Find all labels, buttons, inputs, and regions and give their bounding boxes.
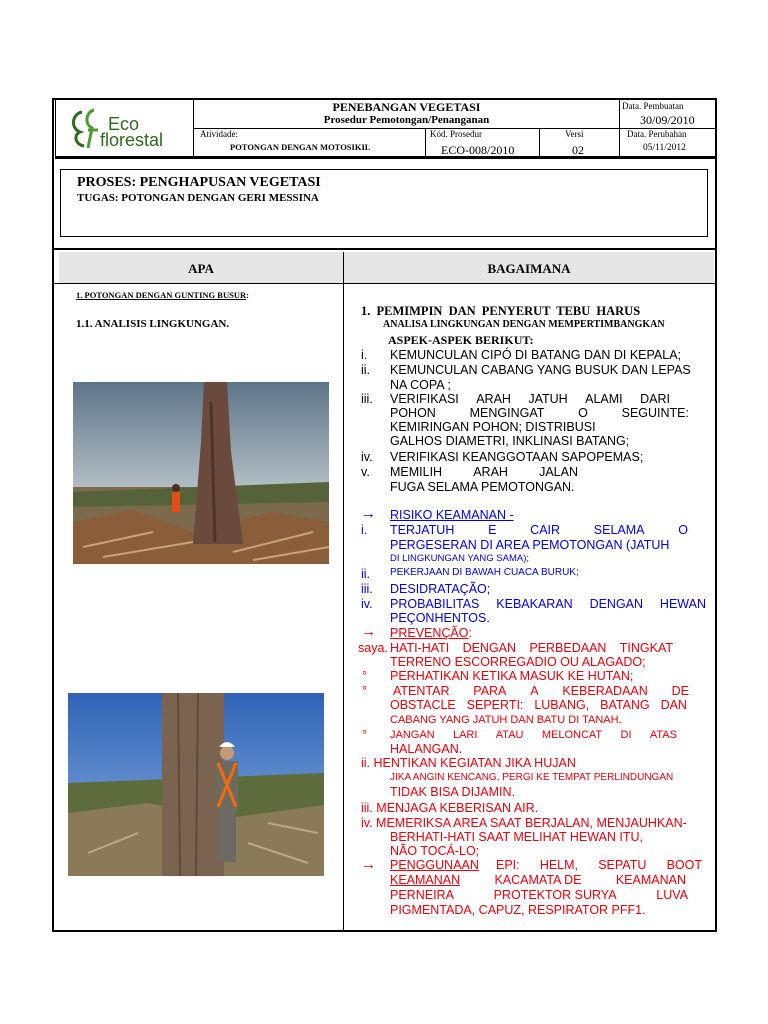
prevention-4-bullet: °	[362, 728, 367, 742]
photo-tree-stump	[73, 382, 329, 564]
code-value: ECO-008/2010	[441, 143, 515, 157]
process-title: PROSES: PENGHAPUSAN VEGETASI	[77, 175, 321, 190]
risk-i-text: TERJATUH E CAIR SELAMA O	[390, 523, 688, 537]
risk-iii-text: DESIDRATAÇÃO;	[390, 582, 491, 596]
risk-ii-text: PEKERJAAN DI BAWAH CUACA BURUK;	[390, 567, 579, 578]
risk-i-text-b: PERGESERAN DI AREA PEMOTONGAN (JATUH	[390, 538, 670, 552]
aspect-ii-number: ii.	[361, 363, 371, 377]
aspect-ii-text-cont: NA COPA ;	[390, 378, 451, 392]
section-heading: 1. POTONGAN DENGAN GUNTING BUSUR:	[76, 290, 249, 300]
photo-worker-tree	[68, 693, 324, 876]
subsection-heading: 1.1. ANALISIS LINGKUNGAN.	[76, 318, 230, 330]
risk-iii-number: iii.	[361, 582, 373, 596]
logo-text-florestal: florestal	[100, 130, 164, 150]
logo-text-eco: Eco	[108, 114, 140, 134]
prevention-7-text-b: BERHATI-HATI SAAT MELIHAT HEWAN ITU,	[390, 830, 644, 844]
epi-text: EPI: HELM, SEPATU BOOT	[496, 858, 702, 872]
epi-text-b: KEAMANAN KACAMATA DE KEAMANAN	[390, 873, 686, 887]
code-label: Kód. Prosedur	[430, 129, 482, 139]
column-apa: APA	[188, 261, 214, 276]
prevention-4-text-cont: HALANGAN.	[390, 742, 463, 756]
aspect-v-text-cont: FUGA SELAMA PEMOTONGAN.	[390, 480, 575, 494]
risk-title: RISIKO KEAMANAN -	[390, 508, 514, 522]
prevention-title: PREVENÇÃO:	[390, 626, 472, 640]
risk-iv-number: iv.	[361, 597, 373, 611]
creation-date: 30/09/2010	[640, 113, 695, 127]
prevention-7-text-c: NÃO TOCÁ-LO;	[390, 844, 480, 858]
epi-text-c: PERNEIRA PROTEKTOR SURYA LUVA	[390, 888, 688, 902]
aspect-iii-text-b: POHON MENGINGAT O SEGUINTE:	[390, 406, 689, 420]
prevention-arrow-icon: →	[361, 623, 376, 640]
prevention-3-text: ATENTAR PARA A KEBERADAAN DE	[393, 684, 689, 698]
column-bagaimana: BAGAIMANA	[487, 261, 571, 276]
activity-label: Atividade:	[200, 129, 238, 139]
prevention-1-number: saya.	[358, 641, 388, 655]
aspect-ii-text: KEMUNCULAN CABANG YANG BUSUK DAN LEPAS	[390, 363, 691, 377]
step-1-line3: ASPEK-ASPEK BERIKUT:	[388, 333, 534, 347]
prevention-4-text: JANGAN LARI ATAU MELONCAT DI ATAS	[390, 729, 677, 741]
doc-title: PENEBANGAN VEGETASI	[332, 100, 481, 114]
change-date: 05/11/2012	[643, 143, 686, 153]
prevention-3-text-c: CABANG YANG JATUH DAN BATU DI TANAH.	[390, 714, 622, 726]
epi-text-d: PIGMENTADA, CAPUZ, RESPIRATOR PFF1.	[390, 903, 646, 917]
risk-arrow-icon: →	[361, 505, 376, 522]
risk-i-text-c: DI LINGKUNGAN YANG SAMA);	[390, 553, 530, 564]
epi-arrow-icon: →	[361, 856, 376, 873]
prevention-6-text: iii. MENJAGA KEBERISAN AIR.	[361, 801, 539, 815]
doc-subtitle: Prosedur Pemotongan/Penanganan	[323, 114, 490, 126]
aspect-iii-text-c: KEMIRINGAN POHON; DISTRIBUSI	[390, 420, 596, 434]
aspect-i-text: KEMUNCULAN CIPÓ DI BATANG DAN DI KEPALA;	[390, 348, 682, 362]
step-1-line1: 1. PEMIMPIN DAN PENYERUT TEBU HARUS	[361, 304, 641, 318]
aspect-v-number: v.	[361, 465, 370, 479]
risk-iv-text-cont: PEÇONHENTOS.	[390, 611, 490, 625]
version-value: 02	[572, 143, 584, 157]
version-label: Versi	[565, 129, 584, 139]
prevention-5-text: ii. HENTIKAN KEGIATAN JIKA HUJAN	[361, 756, 576, 770]
aspect-iv-text: VERIFIKASI KEANGGOTAAN SAPOPEMAS;	[390, 450, 644, 464]
prevention-5-text-b: JIKA ANGIN KENCANG, PERGI KE TEMPAT PERLINDUNGAN	[390, 772, 674, 783]
aspect-iii-text-d: GALHOS DIAMETRI, INKLINASI BATANG;	[390, 434, 630, 448]
prevention-2-bullet: °	[362, 669, 367, 683]
prevention-7-text: iv. MEMERIKSA AREA SAAT BERJALAN, MENJAUHKAN-	[361, 816, 687, 830]
aspect-iv-number: iv.	[361, 450, 373, 464]
risk-iv-text: PROBABILITAS KEBAKARAN DENGAN HEWAN	[390, 597, 706, 611]
aspect-i-number: i.	[361, 348, 368, 362]
prevention-3-text-b: OBSTACLE SEPERTI: LUBANG, BATANG DAN	[390, 698, 687, 712]
aspect-v-text: MEMILIH ARAH JALAN	[390, 465, 578, 479]
change-label: Data. Perubahan	[627, 129, 687, 139]
risk-i-number: i.	[361, 523, 368, 537]
activity-value: POTONGAN DENGAN MOTOSIKIL	[230, 142, 371, 152]
epi-title: PENGGUNAAN	[390, 858, 479, 872]
prevention-5-text-c: TIDAK BISA DIJAMIN.	[390, 785, 516, 799]
aspect-iii-number: iii.	[361, 392, 373, 406]
prevention-3-bullet: °	[362, 684, 367, 698]
creation-label: Data. Pembuatan	[622, 101, 684, 111]
aspect-iii-text: VERIFIKASI ARAH JATUH ALAMI DARI	[390, 392, 670, 406]
task-title: TUGAS: POTONGAN DENGAN GERI MESSINA	[77, 192, 319, 204]
prevention-2-text: PERHATIKAN KETIKA MASUK KE HUTAN;	[390, 669, 634, 683]
risk-ii-number: ii.	[361, 567, 371, 581]
step-1-line2: ANALISA LINGKUNGAN DENGAN MEMPERTIMBANGKAN	[383, 319, 665, 330]
prevention-1-text: HATI-HATI DENGAN PERBEDAAN TINGKAT	[390, 641, 673, 655]
prevention-1-text-cont: TERRENO ESCORREGADIO OU ALAGADO;	[390, 655, 646, 669]
